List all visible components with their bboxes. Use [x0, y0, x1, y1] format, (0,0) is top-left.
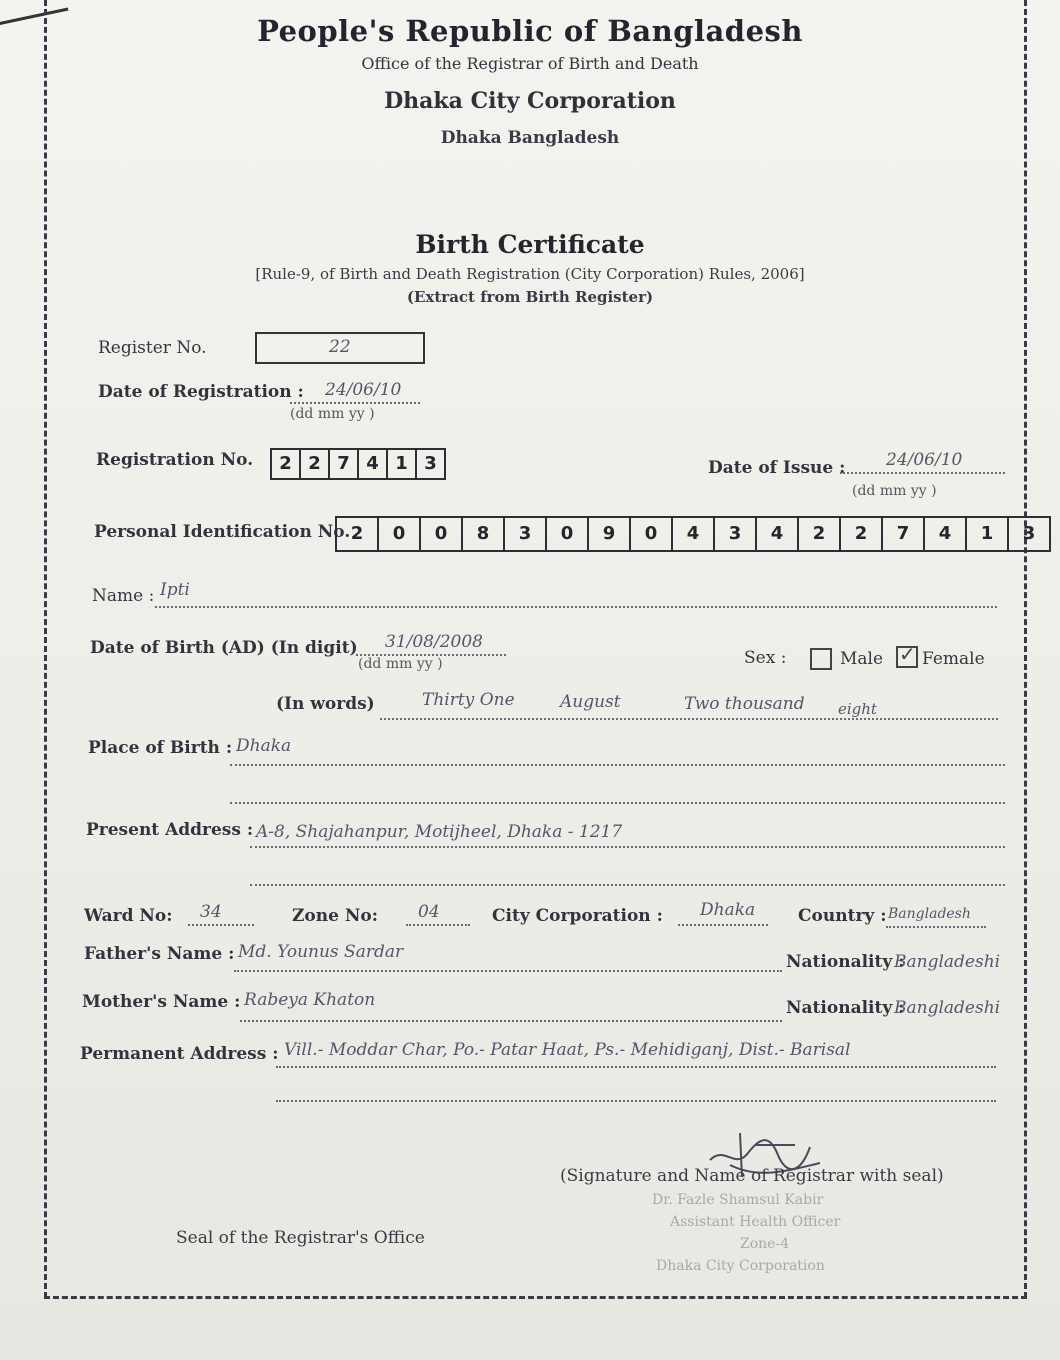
permanent-address-line-2: [276, 1100, 996, 1102]
header-country: People's Republic of Bangladesh: [257, 14, 803, 48]
digit-box: 8: [461, 516, 505, 552]
place-of-birth-value: Dhaka: [236, 736, 292, 756]
dob-words-day: Thirty One: [422, 690, 515, 710]
permanent-address-line: [276, 1066, 996, 1068]
digit-box: 0: [419, 516, 463, 552]
issue-date-label: Date of Issue :: [708, 458, 846, 478]
zone-value: 04: [418, 902, 440, 922]
header-office: Office of the Registrar of Birth and Death: [361, 54, 699, 73]
permanent-address-label: Permanent Address :: [80, 1044, 279, 1064]
name-value: Ipti: [160, 580, 190, 600]
country-line: [886, 926, 986, 928]
father-value: Md. Younus Sardar: [238, 942, 404, 962]
registration-date-line: [290, 402, 420, 404]
border-right: [1024, 0, 1027, 1298]
digit-box: 4: [923, 516, 967, 552]
ward-label: Ward No:: [84, 906, 173, 926]
ward-line: [188, 924, 254, 926]
present-address-line-2: [250, 884, 1005, 886]
digit-box: 3: [713, 516, 757, 552]
registration-date-value: 24/06/10: [325, 380, 402, 400]
country-label: Country :: [798, 906, 887, 926]
city-line: [678, 924, 768, 926]
mother-nationality-value: Bangladeshi: [894, 998, 1001, 1018]
digit-box: 7: [881, 516, 925, 552]
stamp-line-2: Assistant Health Officer: [670, 1214, 841, 1230]
name-label: Name :: [92, 586, 155, 606]
female-label: Female: [922, 649, 985, 669]
registration-no-digits: [270, 448, 444, 480]
header-corporation: Dhaka City Corporation: [384, 88, 676, 114]
digit-box: 2: [797, 516, 841, 552]
stamp-line-1: Dr. Fazle Shamsul Kabir: [652, 1192, 824, 1208]
issue-date-format: (dd mm yy ): [852, 483, 937, 499]
country-value: Bangladesh: [888, 906, 971, 922]
dob-value: 31/08/2008: [385, 632, 483, 652]
present-address-line: [250, 846, 1005, 848]
place-of-birth-label: Place of Birth :: [88, 738, 233, 758]
name-line: [155, 606, 997, 608]
seal-label: Seal of the Registrar's Office: [176, 1228, 425, 1248]
digit-box: 4: [671, 516, 715, 552]
digit-box: 4: [755, 516, 799, 552]
certificate-title: Birth Certificate: [415, 230, 645, 259]
register-no-value: 22: [329, 337, 351, 357]
digit-box: 3: [415, 448, 446, 480]
dob-label: Date of Birth (AD) (In digit): [90, 638, 358, 658]
dob-words-year: Two thousand: [684, 694, 805, 714]
mother-label: Mother's Name :: [82, 992, 241, 1012]
pin-label: Personal Identification No.: [94, 522, 351, 542]
father-nationality-label: Nationality :: [786, 952, 905, 972]
present-address-value: A-8, Shajahanpur, Motijheel, Dhaka - 1217: [256, 822, 623, 842]
register-no-label: Register No.: [98, 338, 207, 358]
city-value: Dhaka: [700, 900, 756, 920]
male-checkbox[interactable]: [810, 648, 832, 670]
dob-words-label: (In words): [276, 694, 375, 714]
digit-box: 0: [629, 516, 673, 552]
digit-box: 2: [299, 448, 330, 480]
ward-value: 34: [200, 902, 222, 922]
stamp-line-3: Zone-4: [740, 1236, 790, 1252]
father-label: Father's Name :: [84, 944, 235, 964]
zone-label: Zone No:: [292, 906, 378, 926]
digit-box: 2: [839, 516, 883, 552]
digit-box: 0: [377, 516, 421, 552]
registration-date-format: (dd mm yy ): [290, 406, 375, 422]
place-of-birth-line: [230, 764, 1005, 766]
present-address-label: Present Address :: [86, 820, 254, 840]
father-line: [234, 970, 782, 972]
digit-box: 7: [328, 448, 359, 480]
mother-nationality-label: Nationality :: [786, 998, 905, 1018]
dob-format: (dd mm yy ): [358, 656, 443, 672]
dob-words-line: [380, 718, 998, 720]
dob-words-year2: eight: [838, 700, 877, 718]
certificate-rule: [Rule-9, of Birth and Death Registration (City Corporation) Rules, 2006]: [255, 265, 805, 283]
digit-box: 2: [270, 448, 301, 480]
digit-box: 4: [357, 448, 388, 480]
female-check-mark: ✓: [899, 642, 916, 666]
female-checkbox[interactable]: [896, 642, 918, 668]
registration-no-label: Registration No.: [96, 450, 254, 470]
sex-label: Sex :: [744, 648, 787, 668]
permanent-address-value: Vill.- Moddar Char, Po.- Patar Haat, Ps.- Mehidiganj, Dist.- Barisal: [284, 1040, 851, 1060]
certificate-extract: (Extract from Birth Register): [406, 288, 654, 306]
dob-words-month: August: [560, 692, 621, 712]
digit-box: 1: [386, 448, 417, 480]
signature-caption: (Signature and Name of Registrar with seal): [560, 1166, 944, 1186]
stamp-line-4: Dhaka City Corporation: [656, 1258, 825, 1274]
city-label: City Corporation :: [492, 906, 663, 926]
mother-line: [240, 1020, 782, 1022]
header-location: Dhaka Bangladesh: [440, 128, 620, 148]
digit-box: 1: [965, 516, 1009, 552]
issue-date-value: 24/06/10: [886, 450, 963, 470]
digit-box: 0: [545, 516, 589, 552]
digit-box: 3: [1007, 516, 1051, 552]
digit-box: 9: [587, 516, 631, 552]
mother-value: Rabeya Khaton: [244, 990, 376, 1010]
register-no-box: [255, 332, 425, 364]
border-bottom: [44, 1296, 1027, 1299]
zone-line: [406, 924, 470, 926]
issue-date-line: [840, 472, 1005, 474]
male-label: Male: [840, 649, 884, 669]
digit-box: 3: [503, 516, 547, 552]
registration-date-label: Date of Registration :: [98, 382, 304, 402]
father-nationality-value: Bangladeshi: [894, 952, 1001, 972]
pin-digits: [335, 516, 1049, 552]
digit-box: 2: [335, 516, 379, 552]
place-of-birth-line-2: [230, 802, 1005, 804]
border-left: [44, 0, 47, 1298]
